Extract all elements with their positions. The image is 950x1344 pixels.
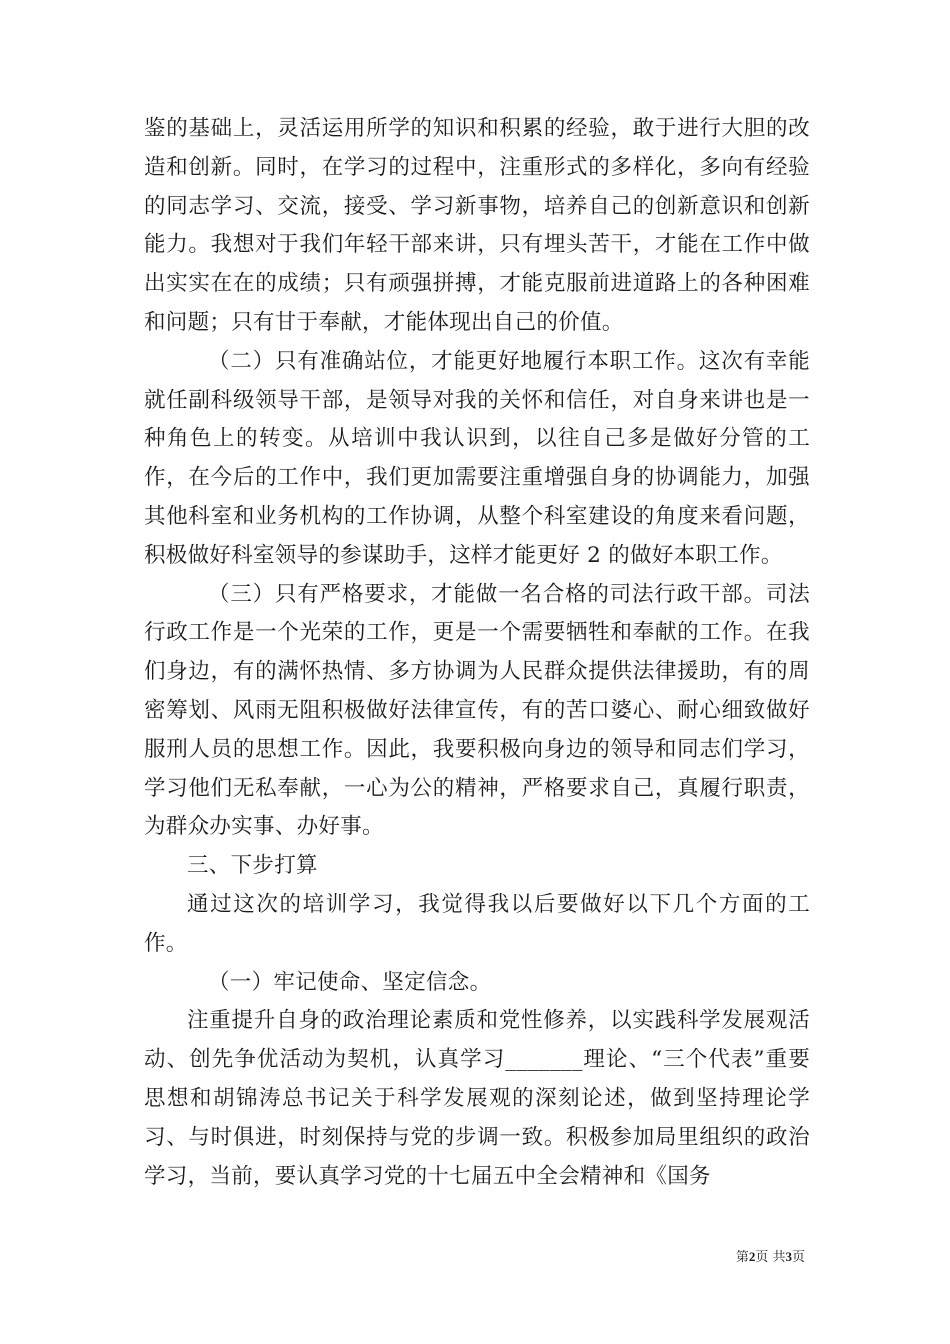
paragraph-intro-plans: 通过这次的培训学习，我觉得我以后要做好以下几个方面的工作。 (144, 891, 810, 956)
footer-prefix: 第 (735, 1250, 749, 1265)
footer-current-page: 2 (748, 1249, 756, 1264)
footer-middle: 页 共 (755, 1250, 786, 1265)
subheading-mission: （一）牢记使命、坚定信念。 (208, 969, 492, 995)
page-number-footer (736, 1248, 805, 1267)
heading-next-plans: 三、下步打算 (187, 853, 318, 879)
paragraph-political-study: 注重提升自身的政治理论素质和党性修养，以实践科学发展观活动、创先争优活动为契机，认真学习_______理论、“三个代表”重要思想和胡锦涛总书记关于科学发展观的深刻论述，做到坚持理论学习、与时俱进，时刻保持与党的步调一致。积极参加局里组织的政治学习，当前，要认真学习党的十七届五中全会精神和《国务 (144, 1008, 810, 1189)
paragraph-section-two: （二）只有准确站位，才能更好地履行本职工作。这次有幸能就任副科级领导干部，是领导对我的关怀和信任，对自身来讲也是一种角色上的转变。从培训中我认识到，以往自己多是做好分管的工作，在今后的工作中，我们更加需要注重增强自身的协调能力，加强其他科室和业务机构的工作协调，从整个科室建设的角度来看问题，积极做好科室领导的参谋助手，这样才能更好 2 的做好本职工作。 (144, 348, 810, 568)
footer-suffix: 页 (791, 1250, 805, 1265)
document-body (144, 110, 810, 1196)
paragraph-continuation: 鉴的基础上，灵活运用所学的知识和积累的经验，敢于进行大胆的改造和创新。同时，在学习的过程中，注重形式的多样化，多向有经验的同志学习、交流，接受、学习新事物，培养自己的创新意识和创新能力。我想对于我们年轻干部来讲，只有埋头苦干，才能在工作中做出实实在在的成绩；只有顽强拼搏，才能克服前进道路上的各种困难和问题；只有甘于奉献，才能体现出自己的价值。 (144, 116, 810, 335)
footer-total-pages: 3 (785, 1249, 792, 1264)
paragraph-section-three: （三）只有严格要求，才能做一名合格的司法行政干部。司法行政工作是一个光荣的工作，更是一个需要牺牲和奉献的工作。在我们身边，有的满怀热情、多方协调为人民群众提供法律援助，有的周密筹划、风雨无阻积极做好法律宣传，有的苦口婆心、耐心细致做好服刑人员的思想工作。因此，我要积极向身边的领导和同志们学习，学习他们无私奉献，一心为公的精神，严格要求自己，真履行职责，为群众办实事、办好事。 (144, 581, 810, 840)
